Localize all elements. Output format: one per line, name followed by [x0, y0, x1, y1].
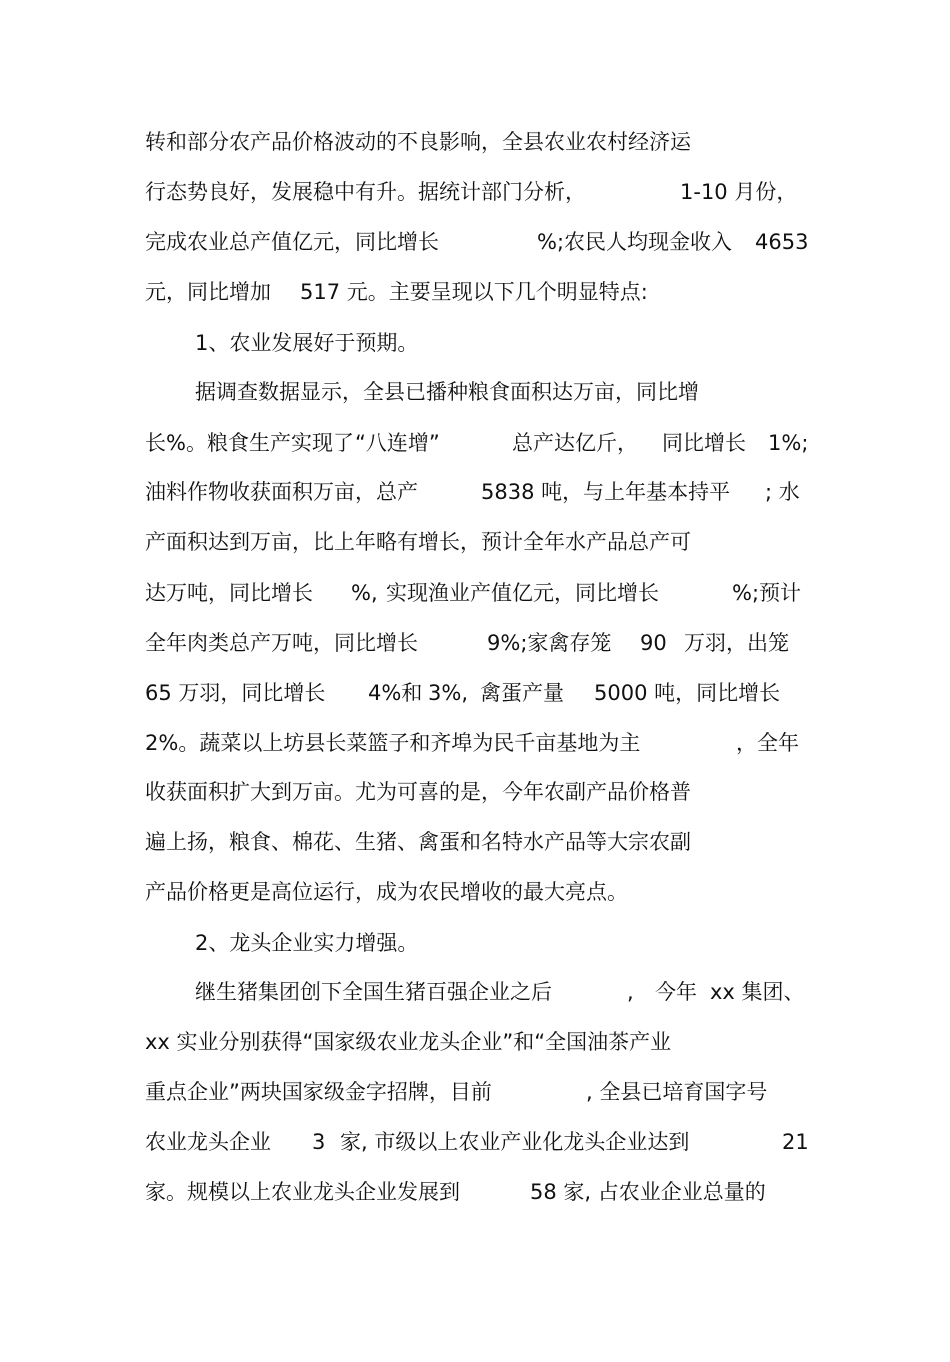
text-segment: ，全年: [736, 731, 799, 755]
text-segment: 同比增长: [662, 431, 746, 455]
text-line: [0, 1072, 950, 1112]
text-segment: 元，同比增加: [145, 280, 271, 304]
text-line: [0, 222, 950, 262]
text-segment: 转和部分农产品价格波动的不良影响，全县农业农村经济运: [145, 130, 691, 154]
text-line: [0, 573, 950, 613]
text-line: [0, 872, 950, 912]
text-segment: 行态势良好，发展稳中有升。据统计部门分析，: [145, 180, 586, 204]
text-line: [0, 772, 950, 812]
text-segment: 9%;家禽存笼: [487, 631, 612, 655]
text-segment: 517 元。主要呈现以下几个明显特点:: [300, 280, 648, 304]
text-segment: 达万吨，同比增长: [145, 581, 313, 605]
text-segment: , 全县已培育国字号: [586, 1080, 768, 1104]
text-segment: %;农民人均现金收入: [537, 230, 733, 254]
text-line: [0, 522, 950, 562]
text-line: [0, 372, 950, 412]
text-segment: 3%,: [428, 681, 468, 705]
text-line: [0, 673, 950, 713]
text-segment: 据调查数据显示，全县已播种粮食面积达万亩，同比增: [195, 380, 699, 404]
text-segment: 家, 市级以上农业产业化龙头企业达到: [340, 1130, 690, 1154]
text-segment: 全年肉类总产万吨，同比增长: [145, 631, 418, 655]
text-segment: 4653: [755, 230, 809, 254]
section-heading: [0, 923, 950, 963]
text-line: [0, 1172, 950, 1212]
text-segment: 4%和: [368, 681, 423, 705]
text-line: [0, 1022, 950, 1062]
section-heading: [0, 323, 950, 363]
text-segment: 油料作物收获面积万亩，总产: [145, 480, 418, 504]
text-segment: 5838 吨，与上年基本持平: [481, 480, 731, 504]
text-segment: 2、龙头企业实力增强。: [195, 931, 419, 955]
text-segment: “八连增”: [355, 431, 440, 455]
text-line: [0, 822, 950, 862]
text-segment: 遍上扬，粮食、棉花、生猪、禽蛋和名特水产品等大宗农副: [145, 830, 691, 854]
text-segment: 5000 吨，同比增长: [594, 681, 781, 705]
text-segment: 3: [312, 1130, 326, 1154]
text-segment: 完成农业总产值亿元，同比增长: [145, 230, 439, 254]
text-segment: 产面积达到万亩，比上年略有增长，预计全年水产品总产可: [145, 530, 691, 554]
text-segment: 65 万羽，同比增长: [145, 681, 326, 705]
text-segment: 万羽，出笼: [684, 631, 789, 655]
text-segment: xx 实业分别获得“国家级农业龙头企业”和“全国油茶产业: [145, 1030, 672, 1054]
text-line: [0, 972, 950, 1012]
text-segment: 继生猪集团创下全国生猪百强企业之后: [195, 980, 552, 1004]
text-line: [0, 723, 950, 763]
text-segment: 产品价格更是高位运行，成为农民增收的最大亮点。: [145, 880, 628, 904]
text-segment: 1%;: [768, 431, 809, 455]
text-segment: 90: [640, 631, 667, 655]
text-segment: 总产达亿斤，: [512, 431, 638, 455]
text-segment: 1、农业发展好于预期。: [195, 331, 419, 355]
text-line: [0, 1122, 950, 1162]
text-segment: 21: [782, 1130, 809, 1154]
text-segment: xx 集团、: [710, 980, 805, 1004]
text-segment: 今年: [655, 980, 697, 1004]
text-line: [0, 172, 950, 212]
text-line: [0, 272, 950, 312]
text-line: [0, 472, 950, 512]
text-line: [0, 423, 950, 463]
text-segment: %,: [351, 581, 378, 605]
text-segment: ; 水: [765, 480, 800, 504]
text-segment: 2%。蔬菜以上坊县长菜篮子和齐埠为民千亩基地为主: [145, 731, 641, 755]
text-segment: 58 家, 占农业企业总量的: [530, 1180, 766, 1204]
text-segment: 收获面积扩大到万亩。尤为可喜的是，今年农副产品价格普: [145, 780, 691, 804]
text-segment: 长%。粮食生产实现了: [145, 431, 354, 455]
text-segment: 家。规模以上农业龙头企业发展到: [145, 1180, 460, 1204]
text-line: [0, 122, 950, 162]
text-segment: 重点企业”两块国家级金字招牌，目前: [145, 1080, 492, 1104]
text-segment: 农业龙头企业: [145, 1130, 271, 1154]
text-segment: 1-10 月份，: [680, 180, 798, 204]
text-segment: ,: [627, 980, 634, 1004]
text-segment: 实现渔业产值亿元，同比增长: [386, 581, 659, 605]
text-line: [0, 623, 950, 663]
text-segment: %;预计: [732, 581, 802, 605]
text-segment: 禽蛋产量: [480, 681, 564, 705]
